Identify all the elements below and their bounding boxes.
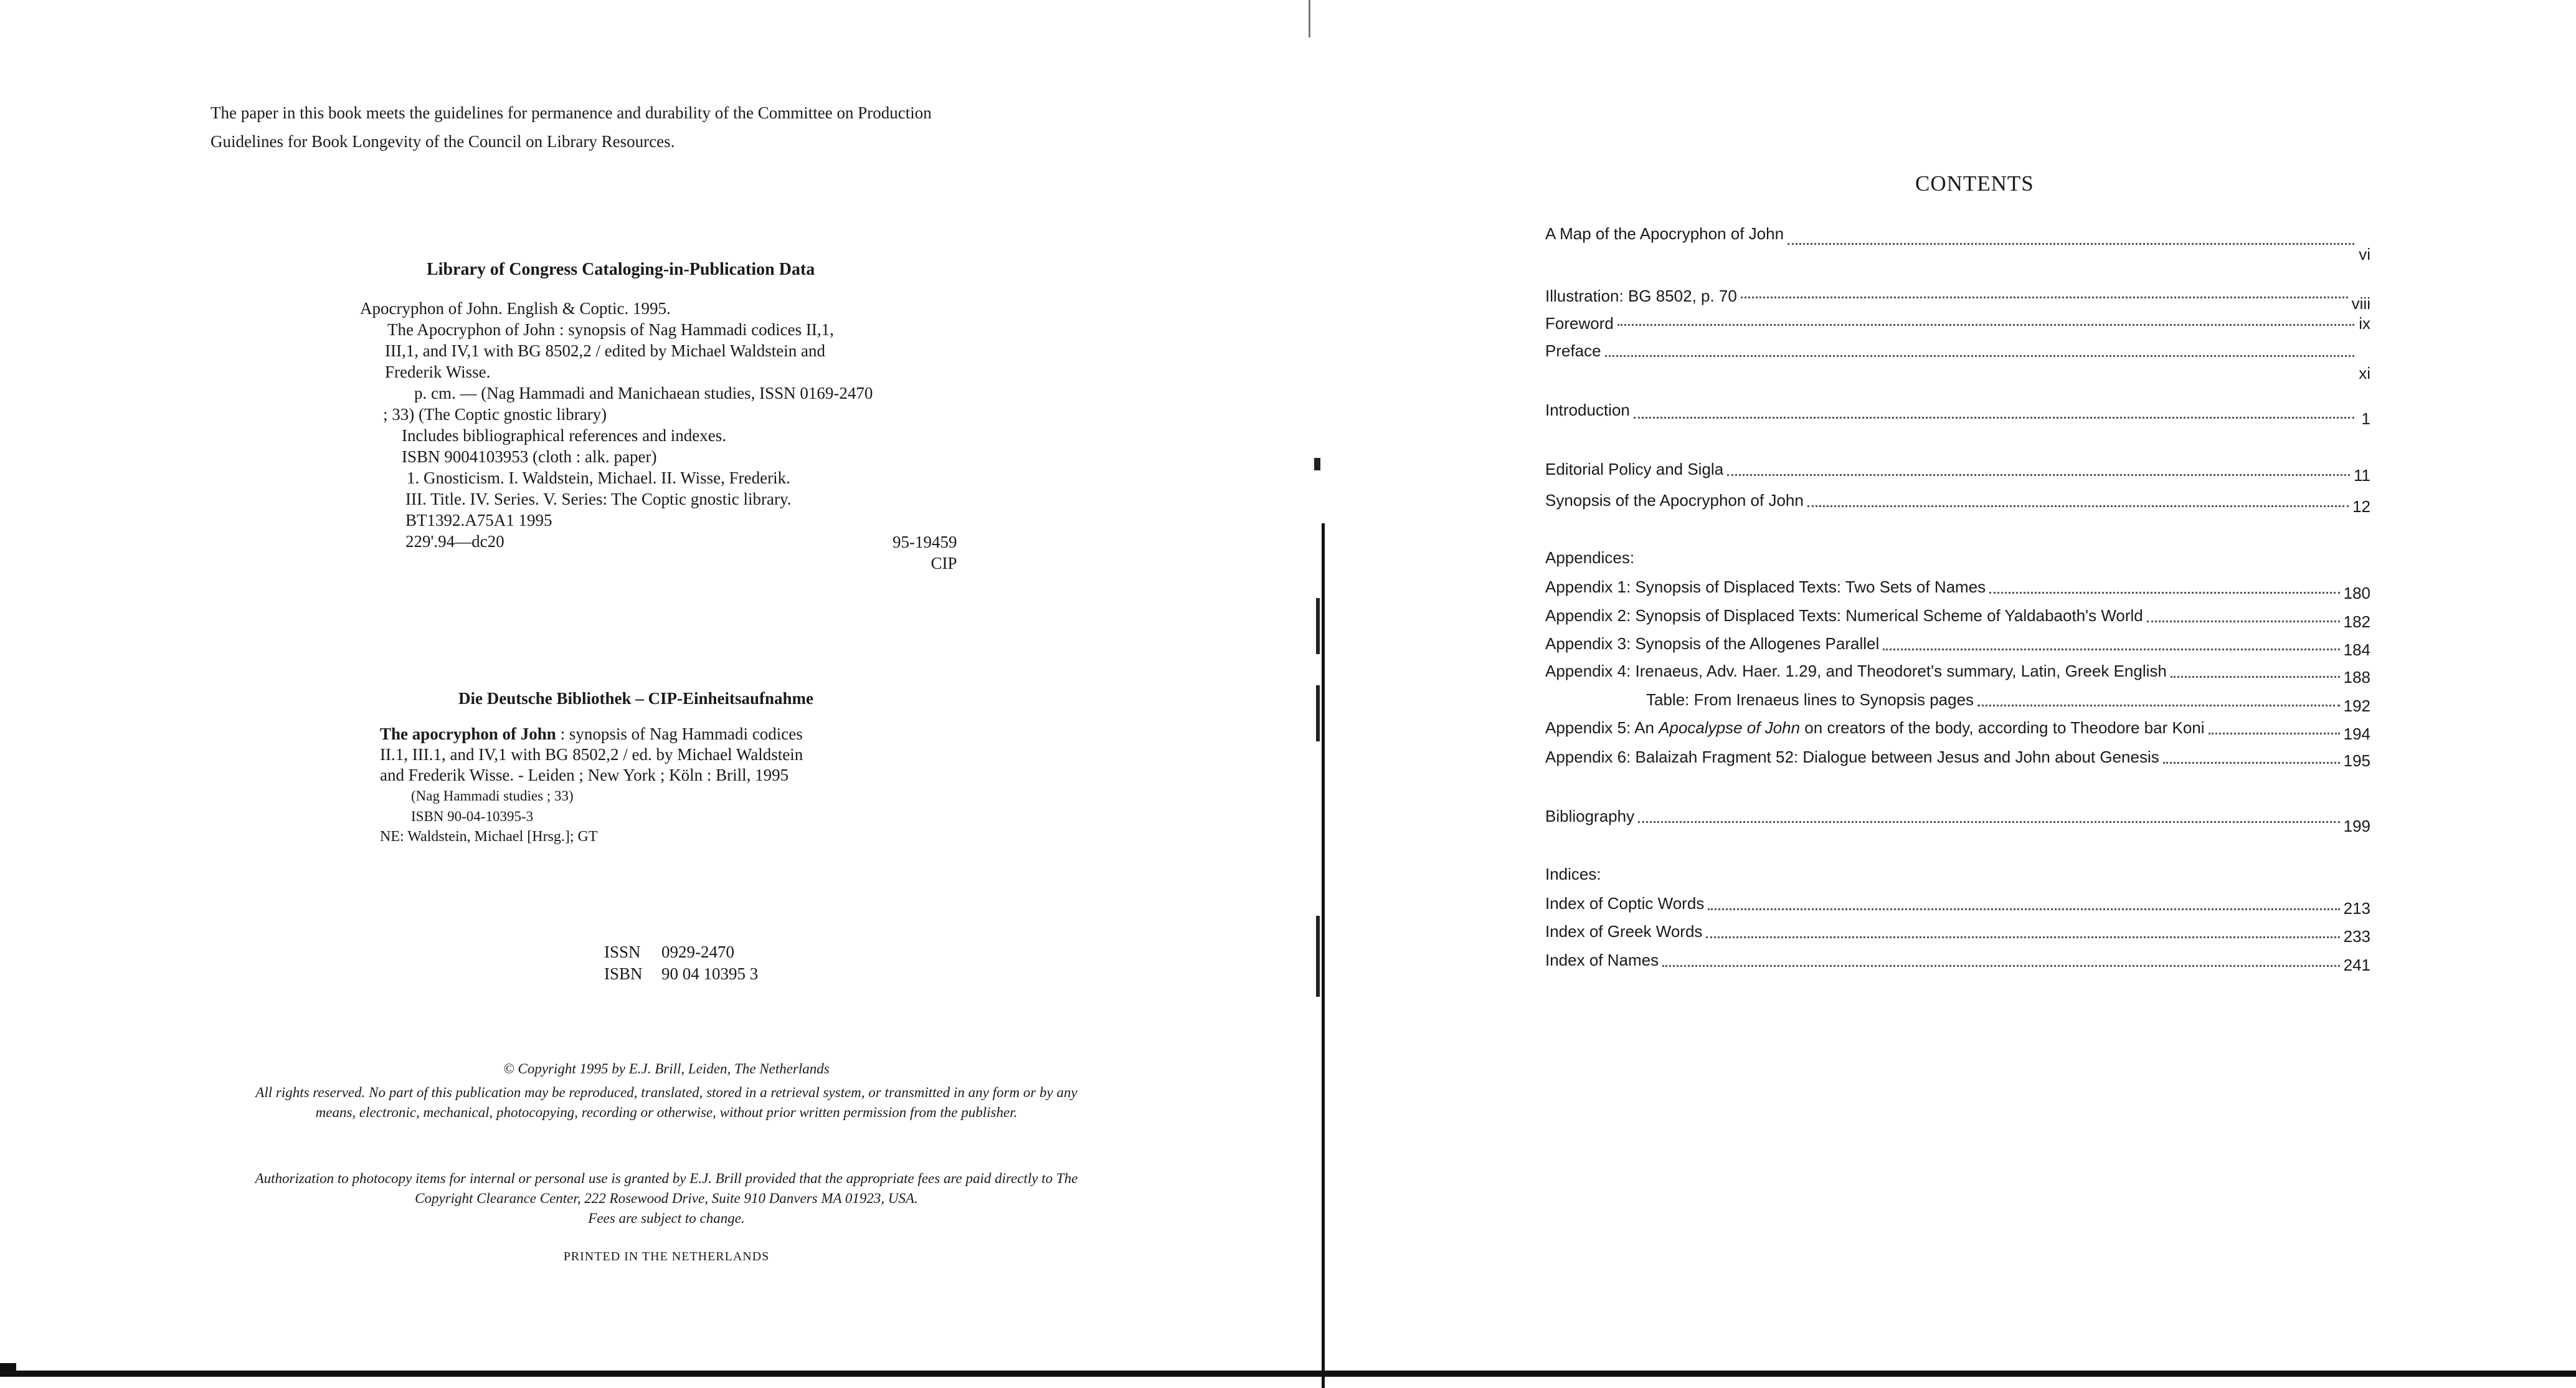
toc-leader xyxy=(1706,936,2339,938)
toc-entry-label: Editorial Policy and Sigla xyxy=(1545,460,1724,478)
indices-heading: Indices: xyxy=(1545,865,1601,883)
cip-line: III. Title. IV. Series. V. Series: The Coptic gnostic library. xyxy=(405,490,792,508)
toc-entry xyxy=(1545,718,2370,743)
toc-entry-label: A Map of the Apocryphon of John xyxy=(1545,224,1784,243)
dnb-title-entry: The apocryphon of John xyxy=(380,725,556,743)
toc-leader xyxy=(1989,592,2339,594)
issn-value: 0929-2470 xyxy=(661,943,734,961)
issn-isbn-block xyxy=(604,941,758,985)
toc-entry-label: Appendix 4: Irenaeus, Adv. Haer. 1.29, and Theodoret's summary, Latin, Greek English xyxy=(1545,662,2167,680)
toc-entry-page: 195 xyxy=(2343,751,2370,770)
cip-line: Frederik Wisse. xyxy=(385,363,491,381)
toc-entry-label: Bibliography xyxy=(1545,807,1635,825)
cip-record xyxy=(360,298,873,552)
toc-entry-page: 182 xyxy=(2343,612,2370,631)
cip-line: p. cm. — (Nag Hammadi and Manichaean studies, ISSN 0169-2470 xyxy=(414,384,873,402)
toc-leader xyxy=(1638,821,2340,823)
authorization-statement: Authorization to photocopy items for internal or personal use is granted by E.J. Brill provided that the appropriate fees are paid directly to The Copyright Clearance Center, 222 Rosewood Drive, Suite 910 Danvers MA 01923, USA. xyxy=(255,1171,1078,1206)
toc-leader xyxy=(2209,733,2340,734)
paper-note-line-1: The paper in this book meets the guidelines for permanence and durability of the Committee on Production xyxy=(211,103,932,122)
toc-entry-label: Index of Names xyxy=(1545,951,1659,969)
toc-entry-page: 192 xyxy=(2343,696,2370,715)
contents-title: CONTENTS xyxy=(1915,171,2034,196)
toc-entry xyxy=(1545,634,2370,659)
paper-note-line-2: Guidelines for Book Longevity of the Council on Library Resources. xyxy=(211,132,675,151)
toc-entry xyxy=(1545,287,2370,313)
toc-leader xyxy=(1883,649,2339,650)
toc-entry-page: 11 xyxy=(2354,466,2370,485)
toc-entry-label: Synopsis of the Apocryphon of John xyxy=(1545,491,1804,510)
cip-number-block xyxy=(893,531,957,574)
toc-leader xyxy=(1807,505,2349,507)
toc-leader xyxy=(1741,297,2348,298)
toc-entry-label: Foreword xyxy=(1545,314,1614,333)
dnb-line: and Frederik Wisse. - Leiden ; New York ; Köln : Brill, 1995 xyxy=(380,766,789,784)
dnb-line: (Nag Hammadi studies ; 33) xyxy=(411,788,574,804)
toc-leader xyxy=(2147,620,2340,622)
gutter-mark xyxy=(1316,598,1320,654)
toc-entry-label: Introduction xyxy=(1545,401,1630,419)
gutter-mark xyxy=(1309,0,1310,37)
cip-code: CIP xyxy=(930,554,957,573)
toc-entry xyxy=(1545,314,2370,333)
toc-entry-label: Index of Coptic Words xyxy=(1545,894,1705,913)
isbn-label: ISBN xyxy=(604,964,643,983)
toc-entry xyxy=(1545,578,2370,602)
cip-line: 1. Gnosticism. I. Waldstein, Michael. II. Wisse, Frederik. xyxy=(407,468,790,487)
dnb-heading: Die Deutsche Bibliothek – CIP-Einheitsaufnahme xyxy=(458,689,814,708)
toc-leader xyxy=(1662,965,2340,967)
toc-entry-page: 188 xyxy=(2343,668,2370,687)
toc-entry xyxy=(1545,748,2370,770)
toc-entry-page: 1 xyxy=(2361,409,2370,428)
toc-entry xyxy=(1545,341,2370,385)
gutter-shadow-line xyxy=(1322,523,1325,1388)
copyright-line: © Copyright 1995 by E.J. Brill, Leiden, The Netherlands xyxy=(503,1061,830,1077)
toc-entry-page: 12 xyxy=(2352,497,2370,516)
cip-heading: Library of Congress Cataloging-in-Publication Data xyxy=(427,260,815,279)
rights-statement: All rights reserved. No part of this publication may be reproduced, translated, stored in a retrieval system, or transmitted in any form or by any means, electronic, mechanical, photocopying, recording or otherwise, without prior written permission from the publisher. xyxy=(255,1085,1077,1120)
toc-entry-label: Index of Greek Words xyxy=(1545,922,1703,941)
toc-leader xyxy=(2171,676,2340,678)
scan-edge-bar xyxy=(0,1371,2576,1377)
dnb-line: : synopsis of Nag Hammadi codices xyxy=(556,725,803,743)
dnb-line: II.1, III.1, and IV,1 with BG 8502,2 / ed. by Michael Waldstein xyxy=(380,745,803,764)
toc-label-italic: Apocalypse of John xyxy=(1659,718,1801,737)
toc-entry xyxy=(1545,951,2370,974)
toc-entry xyxy=(1545,401,2370,428)
cip-number: 95-19459 xyxy=(893,533,957,551)
cip-line: ; 33) (The Coptic gnostic library) xyxy=(383,405,607,424)
cip-line: III,1, and IV,1 with BG 8502,2 / edited by Michael Waldstein and xyxy=(385,341,825,360)
toc-entry-page: 241 xyxy=(2343,956,2370,974)
dnb-line: NE: Waldstein, Michael [Hrsg.]; GT xyxy=(380,829,598,845)
cip-line: BT1392.A75A1 1995 xyxy=(405,511,552,530)
toc-leader xyxy=(1727,474,2350,476)
toc-leader xyxy=(2163,762,2340,764)
toc-entry-page: 184 xyxy=(2343,640,2370,659)
toc-entry-page: 199 xyxy=(2343,817,2370,835)
isbn-value: 90 04 10395 3 xyxy=(661,964,759,983)
paper-permanence-note xyxy=(211,98,932,156)
toc-entry-page: 180 xyxy=(2343,584,2370,602)
toc-leader xyxy=(1977,705,2340,706)
cip-line: Apocryphon of John. English & Coptic. 1995. xyxy=(360,299,671,318)
toc-entry-page: 194 xyxy=(2343,725,2370,743)
cip-line: The Apocryphon of John : synopsis of Nag Hammadi codices II,1, xyxy=(387,320,834,339)
toc-entry-label: Appendix 3: Synopsis of the Allogenes Parallel xyxy=(1545,634,1880,653)
appendices-heading: Appendices: xyxy=(1545,548,1635,567)
gutter-mark xyxy=(1316,685,1320,741)
toc-entry-label: Preface xyxy=(1545,341,1601,360)
toc-entry xyxy=(1545,460,2370,485)
toc-entry-label: Appendix 1: Synopsis of Displaced Texts: Two Sets of Names xyxy=(1545,578,1986,596)
copyright-block xyxy=(221,1059,1112,1123)
cip-line: Includes bibliographical references and indexes. xyxy=(402,426,727,445)
toc-entry-page: xi xyxy=(2359,364,2370,383)
toc-entry-page: 213 xyxy=(2343,899,2370,918)
toc-entry-page: vi xyxy=(2359,245,2370,264)
toc-entry xyxy=(1545,606,2370,631)
dnb-record xyxy=(380,724,803,847)
toc-entry-label: Appendix 2: Synopsis of Displaced Texts: Numerical Scheme of Yaldabaoth's World xyxy=(1545,606,2143,625)
toc-entry-label: Appendix 6: Balaizah Fragment 52: Dialogue between Jesus and John about Genesis xyxy=(1545,748,2159,766)
issn-label: ISSN xyxy=(604,943,641,961)
toc-leader xyxy=(1708,908,2339,910)
toc-label-part: on creators of the body, according to Theodore bar Koni xyxy=(1800,718,2205,737)
authorization-block xyxy=(221,1169,1112,1229)
printed-in-note: PRINTED IN THE NETHERLANDS xyxy=(563,1250,770,1263)
dnb-line: ISBN 90-04-10395-3 xyxy=(411,809,534,824)
toc-entry xyxy=(1545,491,2370,516)
toc-entry xyxy=(1545,662,2370,687)
toc-entry xyxy=(1545,922,2370,946)
toc-entry-page: viii xyxy=(2351,294,2370,313)
toc-entry-label xyxy=(1545,718,2205,738)
cip-line: 229'.94—dc20 xyxy=(405,532,504,551)
toc-entry-page: 233 xyxy=(2343,927,2370,946)
toc-leader xyxy=(1617,324,2354,326)
toc-entry xyxy=(1545,224,2370,268)
gutter-mark xyxy=(1314,458,1320,470)
toc-leader xyxy=(1788,243,2354,245)
toc-entry xyxy=(1545,807,2370,835)
toc-leader xyxy=(1605,355,2354,357)
gutter-mark xyxy=(1316,916,1320,997)
toc-entry xyxy=(1545,894,2370,918)
fees-note: Fees are subject to change. xyxy=(588,1210,745,1226)
cip-line: ISBN 9004103953 (cloth : alk. paper) xyxy=(402,447,657,466)
toc-entry-page: ix xyxy=(2359,314,2370,333)
toc-leader xyxy=(1634,417,2354,419)
toc-entry xyxy=(1646,690,2370,715)
toc-entry-label: Illustration: BG 8502, p. 70 xyxy=(1545,287,1737,305)
toc-entry-label: Table: From Irenaeus lines to Synopsis pages xyxy=(1646,690,1974,709)
toc-label-part: Appendix 5: An xyxy=(1545,718,1659,737)
